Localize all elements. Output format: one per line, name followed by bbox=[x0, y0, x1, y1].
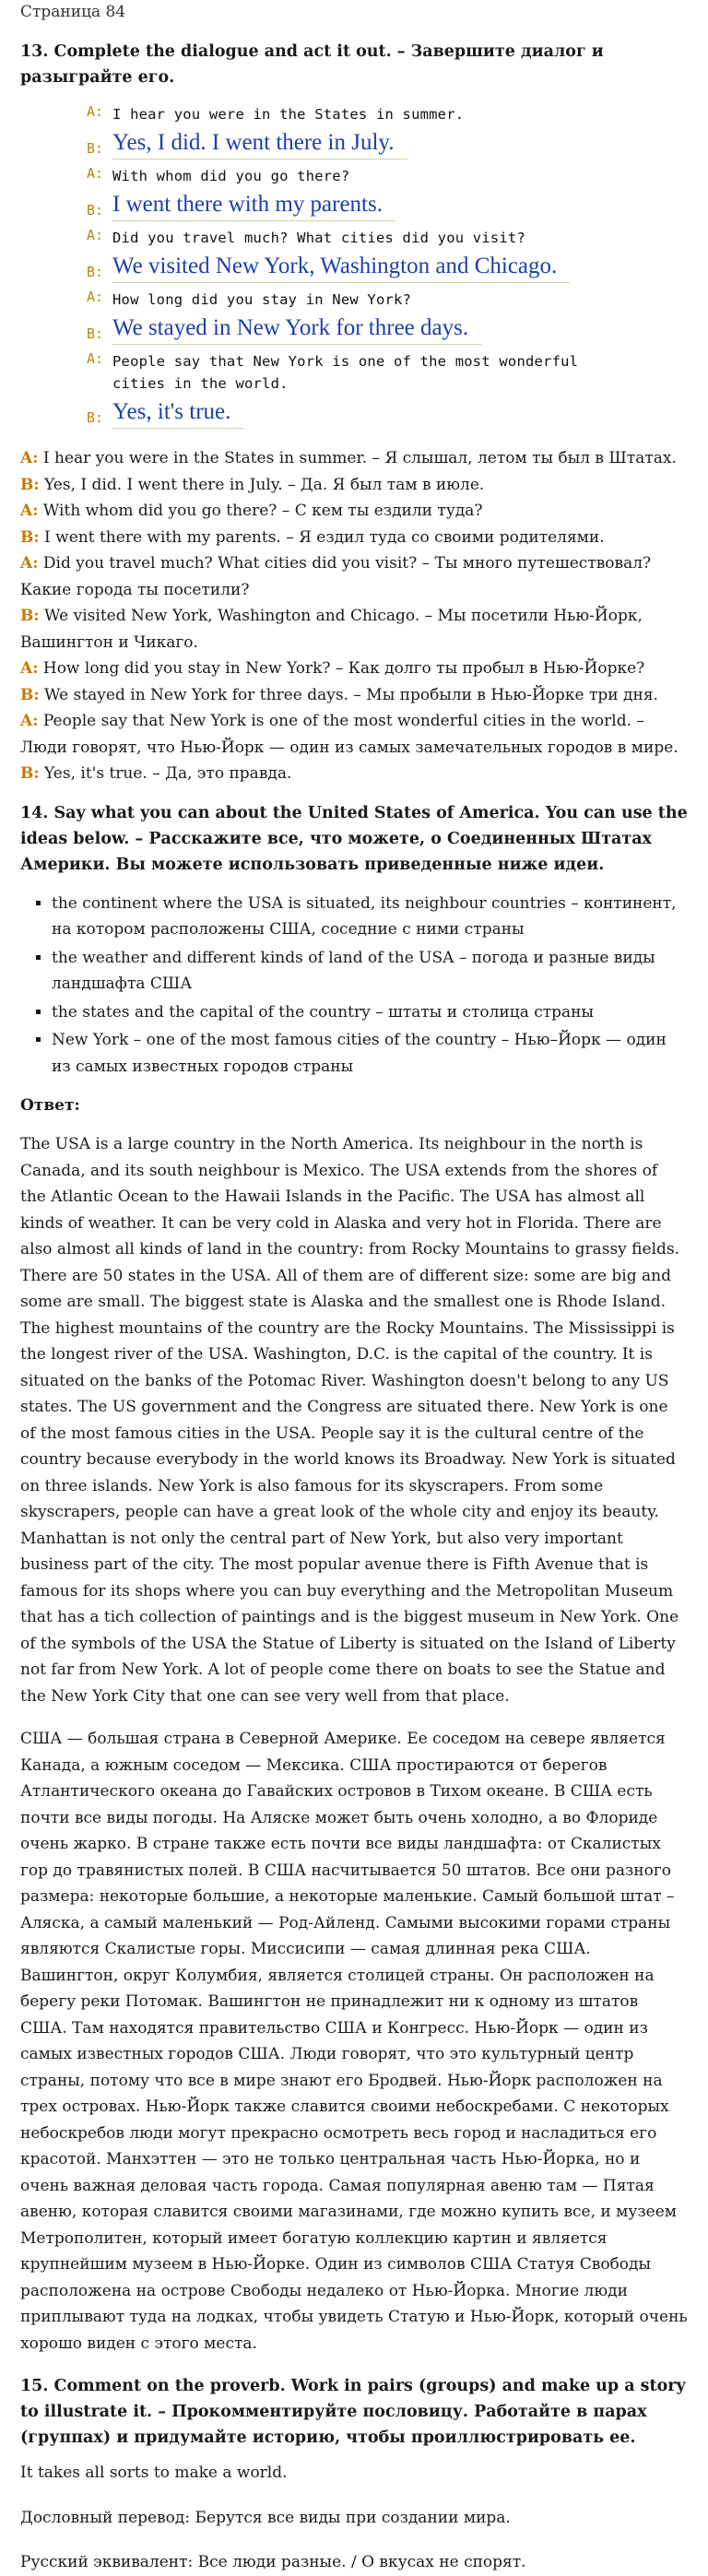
dialogue-line bbox=[20, 445, 688, 472]
book-line bbox=[87, 103, 640, 125]
book-line bbox=[87, 313, 640, 345]
dialogue-line bbox=[20, 525, 688, 551]
book-speaker: B: bbox=[87, 264, 104, 280]
line-text: How long did you stay in New York? – Как долго ты пробыл в Нью-Йорке? bbox=[38, 659, 645, 678]
speaker-label: B: bbox=[20, 607, 40, 625]
speaker-label: A: bbox=[20, 554, 39, 573]
dialogue-line bbox=[20, 656, 688, 682]
idea-item: ▪ New York – one of the most famous cities of the country – Нью–Йорк — один из самых известных городов страны bbox=[52, 1027, 688, 1080]
ideas-list bbox=[20, 891, 688, 1081]
textbook-dialogue-image bbox=[87, 103, 640, 429]
handwritten-answer: We visited New York, Washington and Chicago. bbox=[112, 251, 570, 283]
speaker-label: A: bbox=[20, 502, 39, 520]
book-line bbox=[87, 396, 640, 429]
book-speaker: A: bbox=[87, 289, 104, 305]
dialogue-line bbox=[20, 603, 688, 656]
book-speaker: A: bbox=[87, 227, 104, 243]
line-text: Yes, it's true. – Да, это правда. bbox=[39, 764, 292, 783]
speaker-label: A: bbox=[20, 659, 39, 678]
dialogue-line bbox=[20, 708, 688, 761]
line-text: We visited New York, Washington and Chicago. – Мы посетили Нью-Йорк, Вашингтон и Чикаго. bbox=[20, 607, 643, 652]
line-text: I hear you were in the States in summer. – Я слышал, летом ты был в Штатах. bbox=[38, 449, 677, 467]
book-question: Did you travel much? What cities did you visit? bbox=[112, 230, 525, 246]
speaker-label: A: bbox=[20, 712, 39, 730]
line-text: Yes, I did. I went there in July. – Да. Я был там в июле. bbox=[39, 475, 485, 494]
book-question: How long did you stay in New York? bbox=[112, 291, 412, 308]
dialogue-line bbox=[20, 550, 688, 603]
book-line bbox=[87, 251, 640, 283]
line-text: People say that New York is one of the most wonderful cities in the world. – Люди говорят, что Нью-Йорк — один из самых замечательных городов в мире. bbox=[20, 712, 678, 757]
dialogue-translation bbox=[20, 445, 688, 787]
book-line bbox=[87, 127, 640, 160]
idea-item: ▪ the weather and different kinds of land of the USA – погода и разные виды ландшафта США bbox=[52, 945, 688, 998]
line-text: With whom did you go there? – С кем ты ездили туда? bbox=[38, 502, 483, 520]
line-text: I went there with my parents. – Я ездил туда со своими родителями. bbox=[39, 527, 605, 547]
book-line bbox=[87, 289, 640, 311]
idea-item: ▪ the states and the capital of the country – штаты и столица страны bbox=[52, 999, 688, 1026]
book-line bbox=[87, 350, 640, 395]
dialogue-line bbox=[20, 761, 688, 787]
russian-equivalent: Русский эквивалент: Все люди разные. / О вкусах не спорят. bbox=[20, 2553, 526, 2571]
book-speaker: B: bbox=[87, 409, 104, 426]
book-speaker: A: bbox=[87, 165, 104, 182]
book-speaker: A: bbox=[87, 103, 104, 120]
answer-russian: США — большая страна в Северной Америке. Ее соседом на севере является Канада, а южным соседом — Мексика. США простираются от берегов Атлантического океана до Гавайских островов в Тихом океане. В США есть почти все виды погоды. На Аляске может быть очень холодно, а во Флориде очень жарко. В стране также есть почти все виды ландшафта: от Скалистых гор до травянистых полей. В США насчитывается 50 штатов. Все они разного размера: некоторые большие, а некоторые маленькие. Самый большой штат – Аляска, а самый маленький — Род-Айленд. Самыми высокими горами страны являются Скалистые горы. Миссисипи — самая длинная река США. Вашингтон, округ Колумбия, является столицей страны. Он расположен на берегу реки Потомак. Вашингтон не принадлежит ни к одному из штатов США. Там находятся правительство США и Конгресс. Нью-Йорк — один из самых известных городов США. Люди говорят, что это культурный центр страны, потому что все в мире знают его Бродвей. Нью-Йорк расположен на трех островах. Нью-Йорк также славится своими небоскребами. С некоторых небоскребов люди могут прекрасно осмотреть весь город и насладиться его красотой. Манхэттен — это не только центральная часть Нью-Йорка, но и очень важная деловая часть города. Самая популярная авеню там — Пятая авеню, которая славится своими магазинами, где можно купить все, и музеем Метрополитен, который имеет богатую коллекцию картин и является крупнейшим музеем в Нью-Йорке. Один из символов США Статуя Свободы расположена на острове Свободы недалеко от Нью-Йорка. Многие люди приплывают туда на лодках, чтобы увидеть Статую и Нью-Йорк, который очень хорошо виден с этого места. bbox=[20, 1730, 688, 2353]
handwritten-answer: We stayed in New York for three days. bbox=[112, 313, 481, 345]
book-line bbox=[87, 165, 640, 187]
line-text: We stayed in New York for three days. – Мы пробыли в Нью-Йорке три дня. bbox=[39, 685, 658, 704]
dialogue-line bbox=[20, 682, 688, 709]
book-line bbox=[87, 189, 640, 221]
answer-english: The USA is a large country in the North America. Its neighbour in the north is Canada, and its south neighbour is Mexico. The USA extends from the shores of the Atlantic Ocean to the Hawaii Islands in the Pacific. The USA has almost all kinds of weather. It can be very cold in Alaska and very hot in Florida. There are also almost all kinds of land in the country: from Rocky Mountains to grassy fields. There are 50 states in the USA. All of them are of different size: some are big and some are small. The biggest state is Alaska and the smallest one is Rhode Island. The highest mountains of the country are the Rocky Mountains. The Mississippi is the longest river of the USA. Washington, D.C. is the capital of the country. It is situated on the banks of the Potomac River. Washington doesn't belong to any US states. The US government and the Congress are situated there. New York is one of the most famous cities in the USA. People say it is the cultural centre of the country because everybody in the world knows its Broadway. New York is situated on three islands. New York is also famous for its skyscrapers. From some skyscrapers, people can have a great look of the whole city and enjoy its beauty. Manhattan is not only the central part of New York, but also very important business part of the city. The most popular avenue there is Fifth Avenue that is famous for its shops where you can buy everything and the Metropolitan Museum that has a tich collection of paintings and is the biggest museum in New York. One of the symbols of the USA the Statue of Liberty is situated on the Island of Liberty not far from New York. A lot of people come there on boats to see the Statue and the New York City that one can see very well from that place. bbox=[20, 1135, 680, 1706]
book-speaker: B: bbox=[87, 325, 104, 342]
book-speaker: B: bbox=[87, 202, 104, 219]
book-question: With whom did you go there? bbox=[112, 168, 350, 184]
book-speaker: A: bbox=[87, 350, 104, 367]
handwritten-answer: I went there with my parents. bbox=[112, 189, 395, 221]
dialogue-line bbox=[20, 498, 688, 525]
book-speaker: B: bbox=[87, 140, 104, 157]
book-line bbox=[87, 227, 640, 249]
task-15-title: 15. Comment on the proverb. Work in pairs (groups) and make up a story to illustrate it. – Прокомментируйте пословицу. Работайте в парах (группах) и придумайте историю, чтобы проиллюстрировать ее. bbox=[20, 2377, 686, 2447]
line-text: Did you travel much? What cities did you visit? – Ты много путешествовал? Какие города ты посетили? bbox=[20, 554, 652, 599]
answer-label: Ответ: bbox=[20, 1096, 80, 1115]
idea-item: ▪ the continent where the USA is situated, its neighbour countries – континент, на котором расположены США, соседние с ними страны bbox=[52, 891, 688, 943]
dialogue-line bbox=[20, 472, 688, 499]
speaker-label: B: bbox=[20, 685, 40, 704]
speaker-label: B: bbox=[20, 475, 40, 494]
literal-translation: Дословный перевод: Берутся все виды при создании мира. bbox=[20, 2508, 511, 2527]
proverb: It takes all sorts to make a world. bbox=[20, 2464, 288, 2482]
task-14-title: 14. Say what you can about the United States of America. You can use the ideas below. – Расскажите все, что можете, о Соединенных Штатах Америки. Вы можете использовать приведенные ниже идеи. bbox=[20, 803, 688, 874]
book-question: People say that New York is one of the most wonderful cities in the world. bbox=[112, 353, 579, 392]
speaker-label: B: bbox=[20, 527, 40, 547]
page-number: Страница 84 bbox=[20, 3, 126, 21]
handwritten-answer: Yes, I did. I went there in July. bbox=[112, 127, 407, 160]
handwritten-answer: Yes, it's true. bbox=[112, 396, 243, 429]
speaker-label: A: bbox=[20, 449, 39, 467]
book-question: I hear you were in the States in summer. bbox=[112, 106, 465, 123]
task-13-title: 13. Complete the dialogue and act it out. – Завершите диалог и разыграйте его. bbox=[20, 42, 604, 87]
speaker-label: B: bbox=[20, 764, 40, 783]
